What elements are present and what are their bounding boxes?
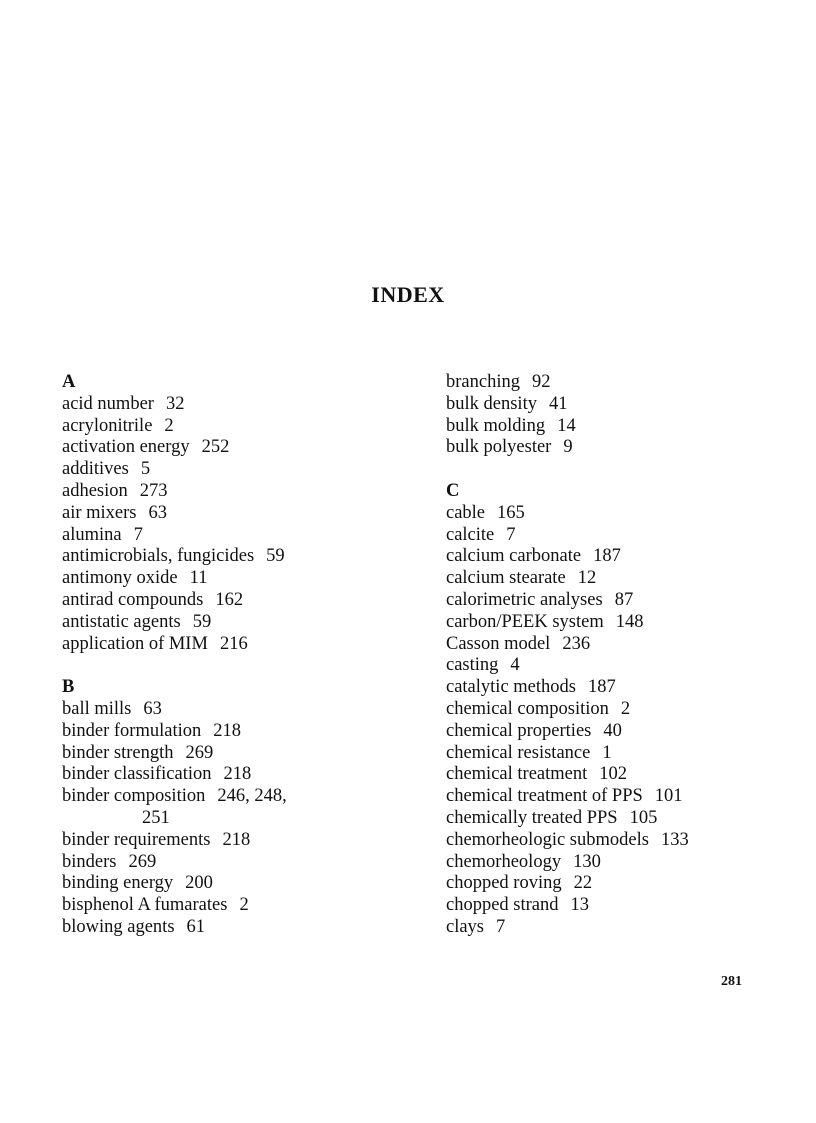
index-term: chemical composition [446,698,609,719]
index-pages: 130 [573,851,601,872]
index-term: acid number [62,393,154,414]
index-entry [446,917,776,939]
index-pages: 252 [201,437,230,458]
index-pages: 63 [143,698,162,719]
index-entry [446,895,776,917]
index-entry [446,852,776,874]
index-term: alumina [62,524,122,545]
index-pages: 41 [548,393,568,414]
index-entry [446,503,776,525]
index-pages: 148 [615,611,644,632]
index-pages: 236 [562,633,591,654]
page-title: INDEX [371,282,445,307]
index-term: binders [62,851,117,872]
index-entry [446,808,776,830]
index-term: air mixers [62,502,137,523]
index-pages: 2 [620,698,631,719]
index-entry [62,503,407,525]
index-term: chemically treated PPS [446,807,618,828]
index-term: chemical resistance [446,742,591,763]
index-entry [62,394,407,416]
index-pages: 218 [213,720,241,741]
index-pages: 2 [164,415,174,436]
index-pages: 2 [239,895,249,916]
index-entry [446,830,776,852]
index-entry [62,917,407,939]
index-pages: 7 [496,916,506,937]
index-pages: 102 [599,764,628,785]
index-term: acrylonitrile [62,415,153,436]
index-pages: 269 [185,742,214,763]
index-term: activation energy [62,437,190,458]
index-entry [62,546,407,568]
index-entry [446,655,776,677]
section-letter: A [62,372,76,392]
index-term: additives [62,459,129,480]
index-term: calcium stearate [446,568,566,589]
index-pages: 61 [186,916,206,937]
index-term: chopped strand [446,895,559,916]
index-pages: 218 [223,764,252,785]
index-term: Casson model [446,633,551,654]
section-letter: B [62,677,75,698]
index-entry [62,590,407,612]
index-pages: 11 [189,568,208,589]
index-pages: 9 [563,437,573,458]
index-pages: 187 [593,546,621,567]
index-entry [62,873,407,895]
index-entry [446,416,776,438]
index-entry [62,786,407,830]
index-pages: 165 [497,502,525,523]
index-term: chemorheologic submodels [446,829,649,850]
index-entry [62,459,407,481]
index-pages: 14 [557,415,576,436]
index-term: calorimetric analyses [446,589,603,610]
index-term: bulk polyester [446,437,552,458]
index-entry [62,852,407,874]
index-pages: 12 [577,568,597,589]
index-term: binder composition [62,786,206,807]
index-entry [446,721,776,743]
index-term: binder formulation [62,720,202,741]
index-entry [62,612,407,634]
index-pages: 32 [165,393,185,414]
index-term: chemorheology [446,851,562,872]
index-entry [446,743,776,765]
index-pages: 87 [614,589,634,610]
index-pages: 200 [185,873,213,894]
index-term: adhesion [62,480,128,501]
index-pages: 7 [133,524,143,545]
index-entry [446,677,776,699]
index-entry [62,634,407,656]
index-pages: 59 [266,546,285,567]
index-entry [446,786,776,808]
index-term: application of MIM [62,633,208,654]
index-entry [446,590,776,612]
index-entry [446,546,776,568]
index-term: chemical treatment [446,764,588,785]
index-pages: 22 [573,873,593,894]
index-entry [446,764,776,786]
index-term: binding energy [62,873,174,894]
index-term: branching [446,372,520,392]
index-term: calcite [446,524,495,545]
index-term: catalytic methods [446,677,576,698]
index-term: ball mills [62,698,132,719]
index-pages: 63 [148,502,168,523]
index-entry [446,394,776,416]
index-entry [62,830,407,852]
index-pages: 218 [222,829,251,850]
index-pages: 273 [139,480,168,501]
index-pages: 1 [602,742,612,763]
index-term: cable [446,502,486,523]
index-entry [62,568,407,590]
index-entry [446,525,776,547]
index-column-left [62,372,407,939]
section-gap [62,655,407,677]
index-entry [446,612,776,634]
index-entry [446,699,776,721]
index-entry [62,895,407,917]
section-gap [446,459,776,481]
index-entry [62,481,407,503]
index-pages: 13 [570,895,590,916]
index-pages: 246, 248, [217,786,287,807]
index-entry [62,416,407,438]
index-pages: 162 [215,589,244,610]
index-entry [62,699,407,721]
index-term: binder requirements [62,829,211,850]
index-pages-continuation: 251 [142,807,170,828]
index-term: antirad compounds [62,589,204,610]
index-term: clays [446,916,485,937]
index-pages: 269 [128,851,157,872]
index-entry [62,437,407,459]
index-pages: 40 [603,720,622,741]
index-term: binder strength [62,742,174,763]
index-pages: 187 [588,677,616,698]
index-pages: 105 [629,807,658,828]
index-term: calcium carbonate [446,546,582,567]
index-term: bisphenol A fumarates [62,895,228,916]
index-term: bulk density [446,393,537,414]
index-term: bulk molding [446,415,546,436]
index-entry [446,372,776,394]
index-term: casting [446,655,499,676]
page-number: 281 [721,974,742,989]
index-column-right [446,372,776,939]
index-term: chemical treatment of PPS [446,786,643,807]
index-entry [62,525,407,547]
index-entry [446,873,776,895]
index-entry [446,634,776,656]
index-entry [62,743,407,765]
index-pages: 4 [510,655,520,676]
index-term: antimony oxide [62,568,178,589]
index-entry [446,568,776,590]
index-pages: 92 [532,372,551,392]
index-term: carbon/PEEK system [446,611,604,632]
index-term: binder classification [62,764,212,785]
index-term: blowing agents [62,916,175,937]
index-term: antistatic agents [62,611,181,632]
index-pages: 59 [192,611,212,632]
index-pages: 101 [654,786,683,807]
index-pages: 7 [506,524,516,545]
index-pages: 5 [140,459,151,480]
index-term: chemical properties [446,720,592,741]
index-pages: 216 [219,633,248,654]
index-term: antimicrobials, fungicides [62,546,255,567]
index-term: chopped roving [446,873,562,894]
index-entry [62,721,407,743]
index-pages: 133 [660,829,689,850]
index-entry [446,437,776,459]
index-entry [62,764,407,786]
section-letter: C [446,480,460,501]
